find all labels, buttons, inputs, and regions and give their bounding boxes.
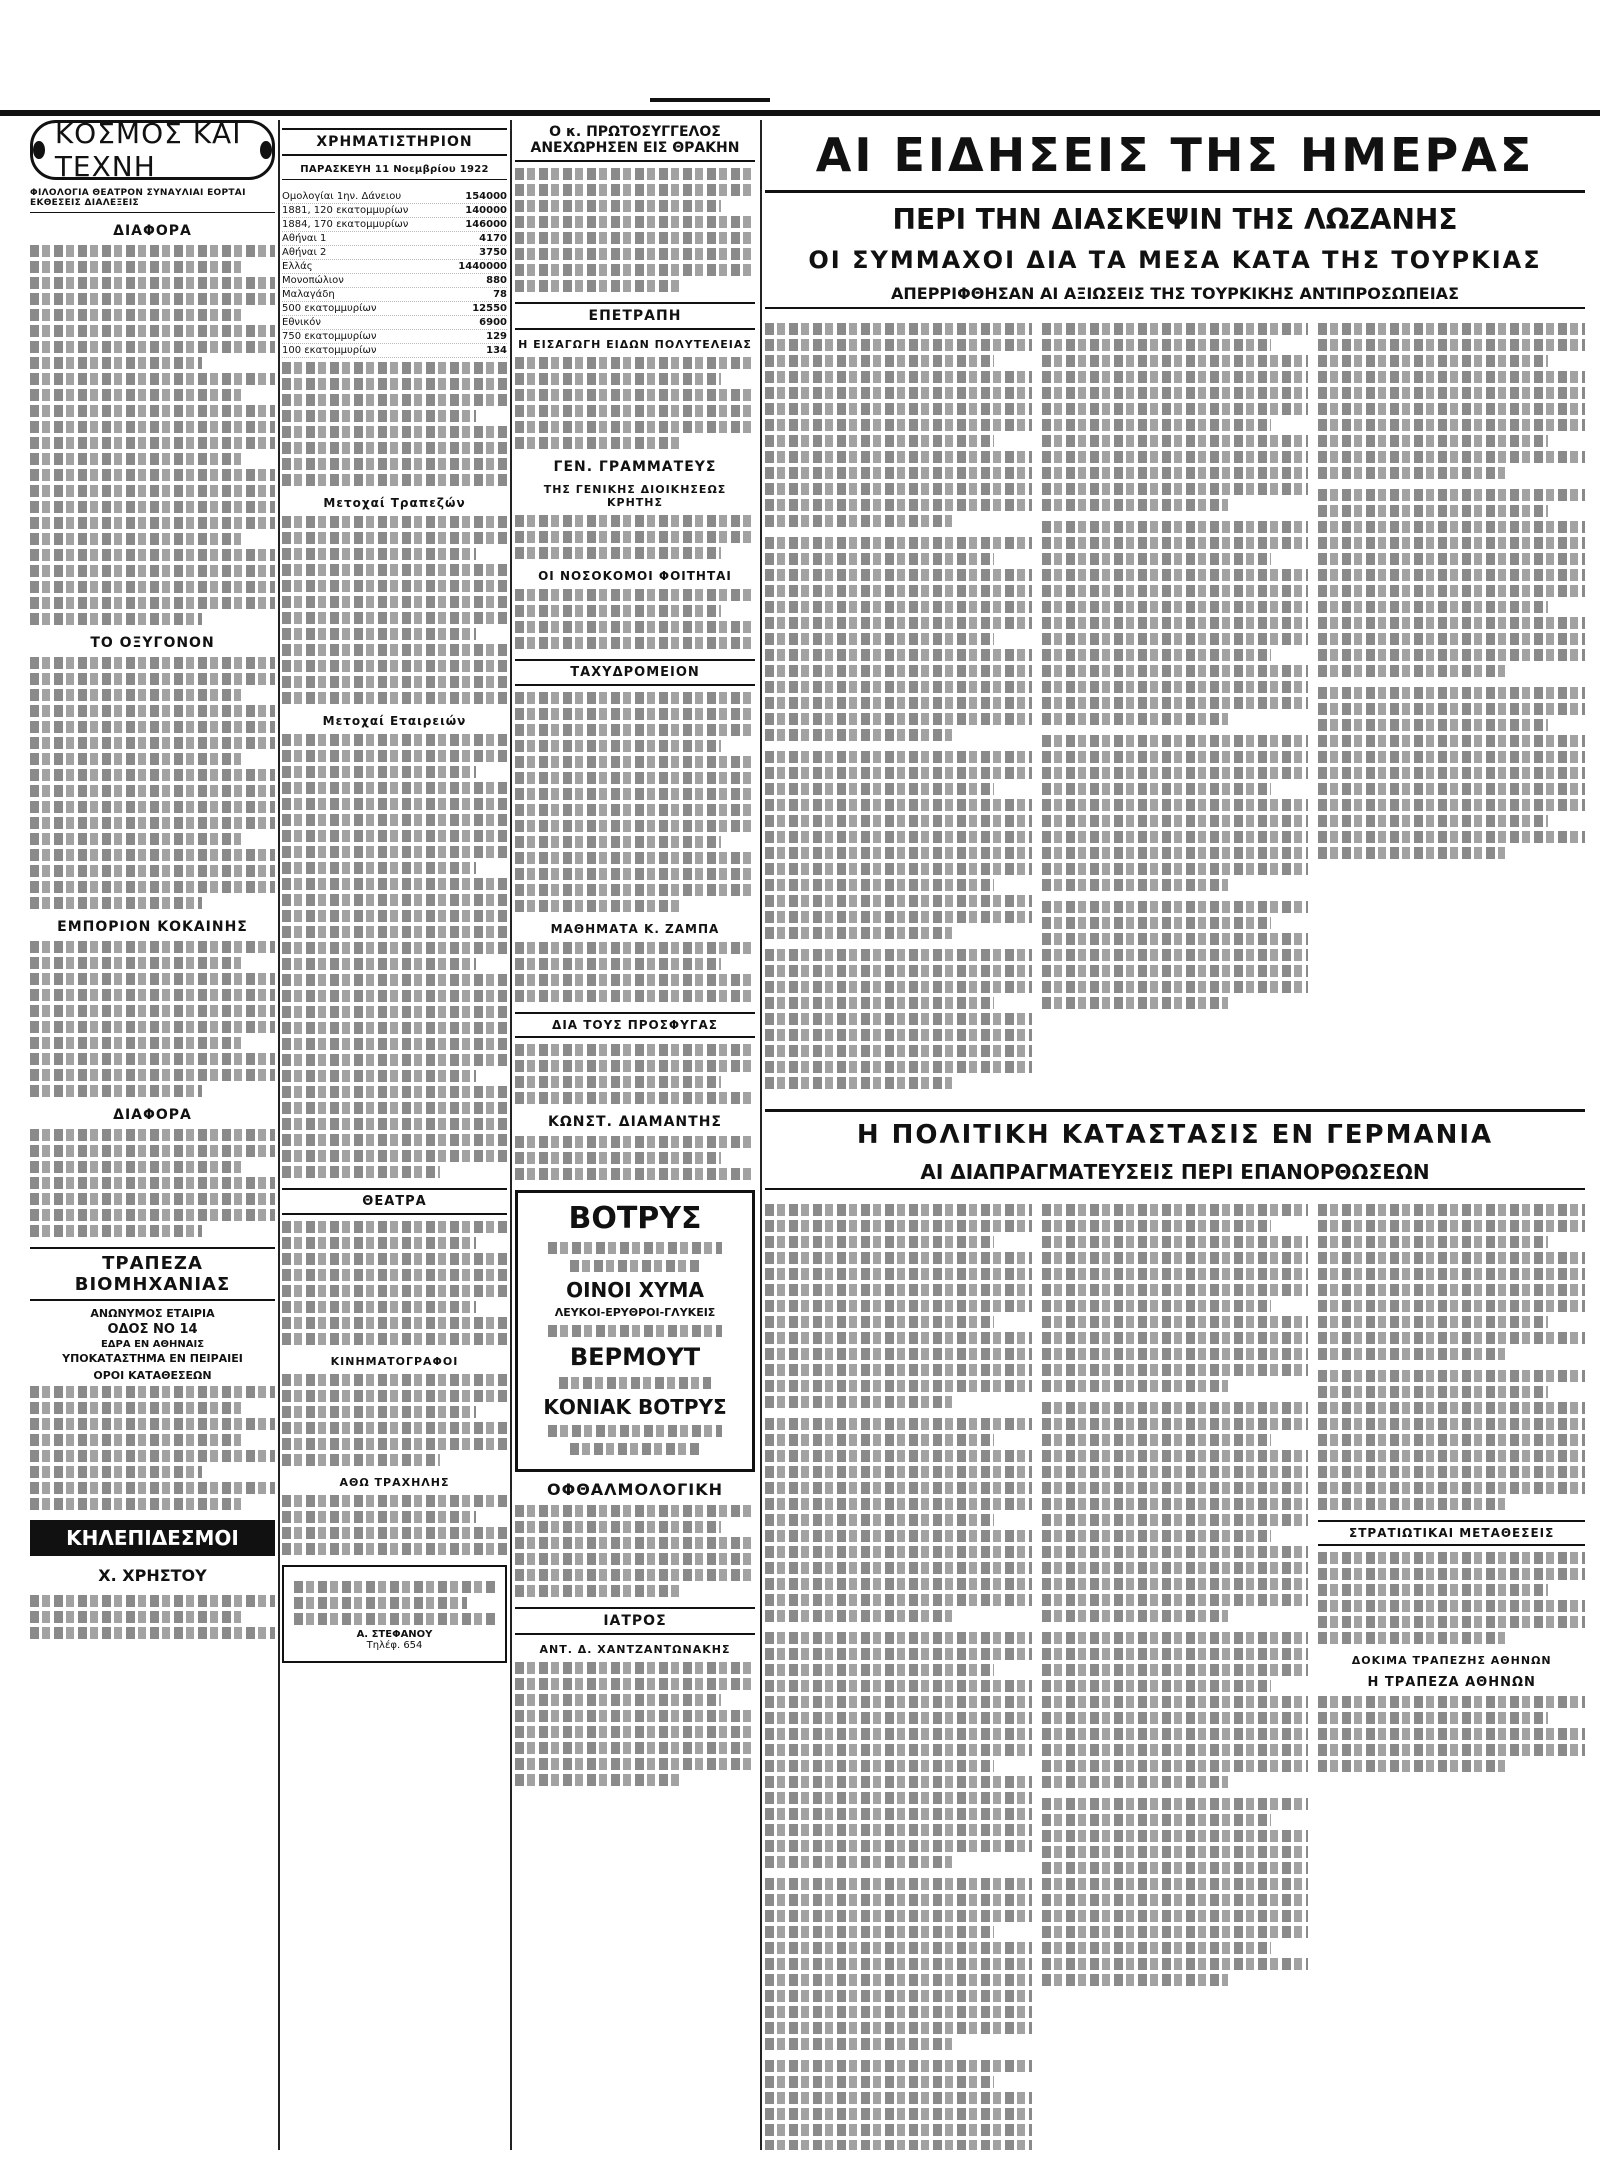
subheadline: ΑΠΕΡΡΙΦΘΗΣΑΝ ΑΙ ΑΞΙΩΣΕΙΣ ΤΗΣ ΤΟΥΡΚΙΚΗΣ ΑΝΤΙΠΡΟΣΩΠΕΙΑΣ: [765, 284, 1585, 309]
article-headline: ΑΝΕΧΩΡΗΣΕΝ ΕΙΣ ΘΡΑΚΗΝ: [515, 140, 755, 162]
ad-body: [30, 1595, 275, 1639]
stock-value: 154000: [465, 191, 507, 202]
stock-label: Μαλαγάδη: [282, 289, 335, 300]
subsection-title: ΑΘΩ ΤΡΑΧΗΛΗΣ: [339, 1476, 450, 1489]
stock-row: [282, 274, 507, 288]
article-body: [515, 692, 755, 912]
article-headline: ΤΑΧΥΔΡΟΜΕΙΟΝ: [515, 659, 755, 686]
stock-label: Μονοπώλιον: [282, 275, 344, 286]
article-body: [30, 1129, 275, 1237]
stock-row: [282, 288, 507, 302]
article-headline: ΟΙ ΝΟΣΟΚΟΜΟΙ ΦΟΙΤΗΤΑΙ: [538, 569, 732, 583]
ad-line: ΚΟΝΙΑΚ ΒΟΤΡΥΣ: [543, 1395, 727, 1419]
article-body: [30, 657, 275, 909]
ad-brand: ΒΟΤΡΥΣ: [568, 1201, 702, 1236]
column-rule: [278, 120, 280, 2150]
article-headline: ΕΠΕΤΡΑΠΗ: [515, 302, 755, 330]
article-heading: ΕΜΠΟΡΙΟΝ ΚΟΚΑΙΝΗΣ: [57, 919, 248, 935]
section-masthead: [30, 120, 275, 183]
article-headline: ΣΤΡΑΤΙΩΤΙΚΑΙ ΜΕΤΑΘΕΣΕΙΣ: [1318, 1520, 1585, 1546]
ad-line: ΒΕΡΜΟΥΤ: [569, 1343, 701, 1371]
stock-label: Ομολογίαι 1ην. Δάνειου: [282, 191, 402, 202]
main-column: [1318, 1200, 1585, 2150]
section-title: ΚΟΣΜΟΣ ΚΑΙ ΤΕΧΝΗ: [54, 120, 242, 183]
stock-list-banks: [282, 516, 507, 704]
stock-label: Εθνικόν: [282, 317, 322, 328]
column-rule: [510, 120, 512, 2150]
article-subheadline: ΤΗΣ ΓΕΝΙΚΗΣ ΔΙΟΙΚΗΣΕΩΣ ΚΡΗΤΗΣ: [543, 483, 727, 509]
article-heading: ΔΙΑΦΟΡΑ: [113, 1107, 192, 1123]
article-heading: ΤΟ ΟΞΥΓΟΝΟΝ: [90, 635, 215, 651]
article-body: [515, 515, 755, 559]
ad-body: [515, 1505, 755, 1597]
main-columns-2: [765, 1200, 1585, 2150]
subheadline: ΑΙ ΔΙΑΠΡΑΓΜΑΤΕΥΣΕΙΣ ΠΕΡΙ ΕΠΑΝΟΡΘΩΣΕΩΝ: [765, 1160, 1585, 1190]
framed-notice-name: Α. ΣΤΕΦΑΝΟΥ: [356, 1629, 433, 1640]
subsection-title: Μετοχαί Εταιρειών: [322, 714, 467, 728]
stock-label: 500 εκατομμυρίων: [282, 303, 377, 314]
stock-label: Αθήναι 2: [282, 247, 327, 258]
stock-value: 3750: [479, 247, 507, 258]
stock-value: 78: [493, 289, 507, 300]
article-headline: ΓΕΝ. ΓΡΑΜΜΑΤΕΥΣ: [553, 459, 717, 475]
column-news-ads: [515, 120, 755, 2150]
column-kosmos-kai-techni: [30, 120, 275, 2150]
article-headline: Ο κ. ΠΡΩΤΟΣΥΓΓΕΛΟΣ: [549, 124, 721, 140]
stock-label: 1884, 170 εκατομμυρίων: [282, 219, 409, 230]
article-body: [30, 245, 275, 625]
bank-ad-seat: ΕΔΡΑ ΕΝ ΑΘΗΝΑΙΣ: [100, 1339, 205, 1350]
stock-row: [282, 260, 507, 274]
stock-row: [282, 232, 507, 246]
article-headline: ΔΟΚΙΜΑ ΤΡΑΠΕΖΗΣ ΑΘΗΝΩΝ: [1351, 1654, 1552, 1667]
ad-body: [515, 1136, 755, 1180]
article-heading: ΔΙΑΦΟΡΑ: [113, 223, 192, 239]
bank-ad-branch: ΥΠΟΚΑΤΑΣΤΗΜΑ ΕΝ ΠΕΙΡΑΙΕΙ: [62, 1352, 243, 1365]
top-rule: [0, 110, 1600, 116]
stock-label: 1881, 120 εκατομμυρίων: [282, 205, 409, 216]
stock-row: [282, 316, 507, 330]
ad-name: Χ. ΧΡΗΣΤΟΥ: [98, 1566, 207, 1585]
article-headline: ΔΙΑ ΤΟΥΣ ΠΡΟΣΦΥΓΑΣ: [515, 1012, 755, 1038]
subsection-title: Μετοχαί Τραπεζών: [323, 496, 466, 510]
stock-label: Ελλάς: [282, 261, 313, 272]
stock-label: 100 εκατομμυρίων: [282, 345, 377, 356]
headline: ΟΙ ΣΥΜΜΑΧΟΙ ΔΙΑ ΤΑ ΜΕΣΑ ΚΑΤΑ ΤΗΣ ΤΟΥΡΚΙΑΣ: [808, 246, 1542, 274]
stock-row: [282, 302, 507, 316]
bullet-icon: [260, 141, 272, 159]
wine-advertisement: [515, 1190, 755, 1472]
article-body: [515, 1044, 755, 1104]
ad-name: ΚΩΝΣΤ. ΔΙΑΜΑΝΤΗΣ: [548, 1114, 722, 1130]
stock-value: 1440000: [458, 261, 507, 272]
column-chrimatistirion: [282, 120, 507, 2150]
stock-value: 134: [486, 345, 507, 356]
top-thin-rule: [650, 98, 770, 102]
bank-ad-terms: ΟΡΟΙ ΚΑΤΑΘΕΣΕΩΝ: [93, 1369, 212, 1382]
article-subheadline: Η ΕΙΣΑΓΩΓΗ ΕΙΔΩΝ ΠΟΛΥΤΕΛΕΙΑΣ: [518, 338, 752, 351]
stock-label: Αθήναι 1: [282, 233, 327, 244]
stock-row: [282, 190, 507, 204]
stock-value: 140000: [465, 205, 507, 216]
stock-value: 4170: [479, 233, 507, 244]
stock-value: 880: [486, 275, 507, 286]
stock-label: 750 εκατομμυρίων: [282, 331, 377, 342]
ad-line: ΟΙΝΟΙ ΧΥΜΑ: [566, 1278, 704, 1302]
stock-value: 129: [486, 331, 507, 342]
ad-name: ΑΝΤ. Δ. ΧΑΝΤΖΑΝΤΩΝΑΚΗΣ: [539, 1643, 731, 1656]
article-body: [515, 357, 755, 449]
headline: ΠΕΡΙ ΤΗΝ ΔΙΑΣΚΕΨΙΝ ΤΗΣ ΛΩΖΑΝΗΣ: [892, 203, 1458, 236]
bank-ad-body: [30, 1386, 275, 1510]
stock-row: [282, 344, 507, 358]
article-body: [515, 942, 755, 1002]
main-column: [1042, 319, 1309, 1099]
main-column: [1042, 1200, 1309, 2150]
main-column: [1318, 319, 1585, 1099]
bank-ad-title: ΤΡΑΠΕΖΑ ΒΙΟΜΗΧΑΝΙΑΣ: [30, 1247, 275, 1301]
ad-line: ΛΕΥΚΟΙ-ΕΡΥΘΡΟΙ-ΓΛΥΚΕΙΣ: [554, 1306, 716, 1319]
stock-list-companies: [282, 734, 507, 1178]
article-headline: ΜΑΘΗΜΑΤΑ Κ. ΖΑΜΠΑ: [550, 922, 720, 936]
article-subheadline: Η ΤΡΑΠΕΖΑ ΑΘΗΝΩΝ: [1367, 1675, 1536, 1690]
subsection-title: ΚΙΝΗΜΑΤΟΓΡΑΦΟΙ: [330, 1355, 459, 1368]
stock-value: 12550: [472, 303, 507, 314]
stock-value: 146000: [465, 219, 507, 230]
framed-notice: [282, 1565, 507, 1663]
stock-row: [282, 330, 507, 344]
ad-headline: ΙΑΤΡΟΣ: [515, 1607, 755, 1635]
main-column: [765, 319, 1032, 1099]
section-title: ΧΡΗΜΑΤΙΣΤΗΡΙΟΝ: [282, 128, 507, 156]
bank-ad-subtitle: ΑΝΩΝΥΜΟΣ ΕΤΑΙΡΙΑ: [90, 1307, 215, 1320]
subsection-title: ΘΕΑΤΡΑ: [282, 1188, 507, 1215]
theatre-list: [282, 1221, 507, 1345]
section-subhead: ΦΙΛΟΛΟΓΙΑ ΘΕΑΤΡΟΝ ΣΥΝΑΥΛΙΑΙ ΕΟΡΤΑΙ ΕΚΘΕΣΕΙΣ ΔΙΑΛΕΞΕΙΣ: [30, 188, 275, 213]
ad-headline: ΚΗΛΕΠΙΔΕΣΜΟΙ: [30, 1520, 275, 1556]
stock-row: [282, 218, 507, 232]
framed-notice-phone: Τηλέφ. 654: [366, 1640, 423, 1651]
notice-body: [282, 1495, 507, 1555]
column-rule: [760, 120, 762, 2150]
ad-headline: ΟΦΘΑΛΜΟΛΟΓΙΚΗ: [546, 1480, 723, 1499]
ad-body: [515, 1662, 755, 1786]
headline: Η ΠΟΛΙΤΙΚΗ ΚΑΤΑΣΤΑΣΙΣ ΕΝ ΓΕΡΜΑΝΙΑ: [765, 1109, 1585, 1150]
stock-list-extra: [282, 362, 507, 486]
article-body: [515, 589, 755, 649]
stock-value: 6900: [479, 317, 507, 328]
stock-row: [282, 246, 507, 260]
stock-row: [282, 204, 507, 218]
main-columns: [765, 319, 1585, 1099]
cinema-list: [282, 1374, 507, 1466]
page-title: ΑΙ ΕΙΔΗΣΕΙΣ ΤΗΣ ΗΜΕΡΑΣ: [765, 120, 1585, 193]
article-body: [515, 168, 755, 292]
bank-ad-address: ΟΔΟΣ ΝΟ 14: [107, 1322, 198, 1337]
stock-list: [282, 190, 507, 358]
main-news-area: [765, 120, 1585, 2150]
date-line: ΠΑΡΑΣΚΕΥΗ 11 Νοεμβρίου 1922: [282, 164, 507, 180]
main-column: [765, 1200, 1032, 2150]
bullet-icon: [33, 141, 45, 159]
article-body: [30, 941, 275, 1097]
